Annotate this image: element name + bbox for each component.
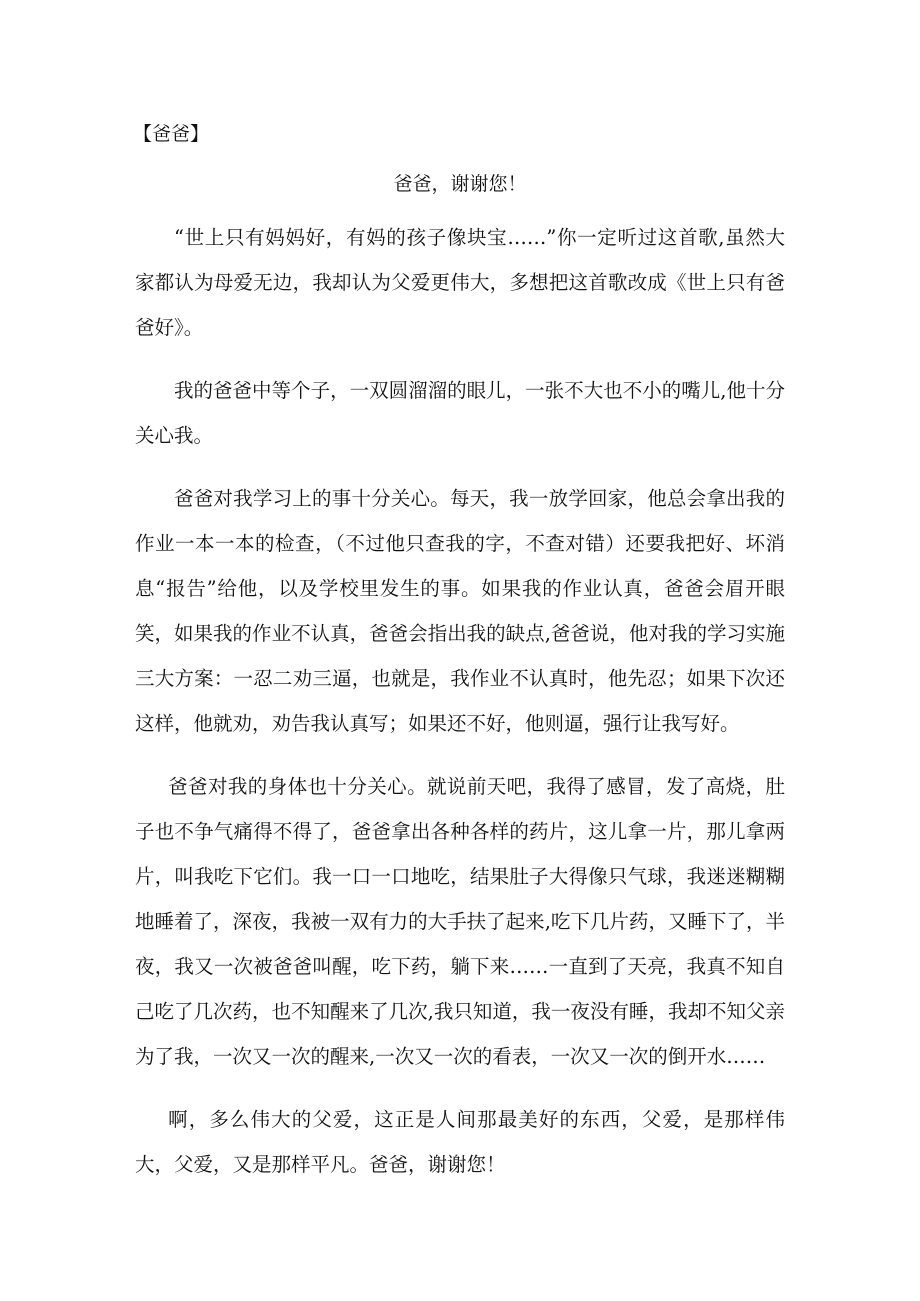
paragraph-intro: “世上只有妈妈好，有妈的孩子像块宝……”你一定听过这首歌,虽然大家都认为母爱无边，我却认为父爱更伟大，多想把这首歌改成《世上只有爸爸好》。	[135, 226, 785, 339]
paragraph-appearance: 我的爸爸中等个子，一双圆溜溜的眼儿，一张不大也不小的嘴儿,他十分关心我。	[135, 379, 785, 447]
paragraph-health: 爸爸对我的身体也十分关心。就说前天吧，我得了感冒，发了高烧，肚子也不争气痛得不得了，爸爸拿出各种各样的药片，这儿拿一片，那儿拿两片，叫我吃下它们。我一口一口地吃，结果肚子大得像只气球，我迷迷糊糊地睡着了，深夜，我被一双有力的大手扶了起来,吃下几片药，又睡下了，半夜，我又一次被爸爸叫醒，吃下药，躺下来……一直到了天亮，我真不知自己吃了几次药，也不知醒来了几次,我只知道，我一夜没有睡，我却不知父亲为了我，一次又一次的醒来,一次又一次的看表，一次又一次的倒开水……	[135, 775, 785, 1068]
paragraph-study: 爸爸对我学习上的事十分关心。每天，我一放学回家，他总会拿出我的作业一本一本的检查，（不过他只查我的字，不查对错）还要我把好、坏消息“报告”给他，以及学校里发生的事。如果我的作业认真，爸爸会眉开眼笑，如果我的作业不认真，爸爸会指出我的缺点,爸爸说，他对我的学习实施三大方案：一忍二劝三逼，也就是，我作业不认真时，他先忍；如果下次还这样，他就劝，劝告我认真写；如果还不好，他则逼，强行让我写好。	[135, 487, 785, 735]
document-body	[135, 215, 785, 1205]
section-heading: 【爸爸】	[133, 123, 210, 145]
paragraph-conclusion: 啊，多么伟大的父爱，这正是人间那最美好的东西，父爱，是那样伟大，父爱，又是那样平凡。爸爸，谢谢您！	[135, 1108, 785, 1176]
document-title: 爸爸，谢谢您！	[393, 173, 527, 195]
